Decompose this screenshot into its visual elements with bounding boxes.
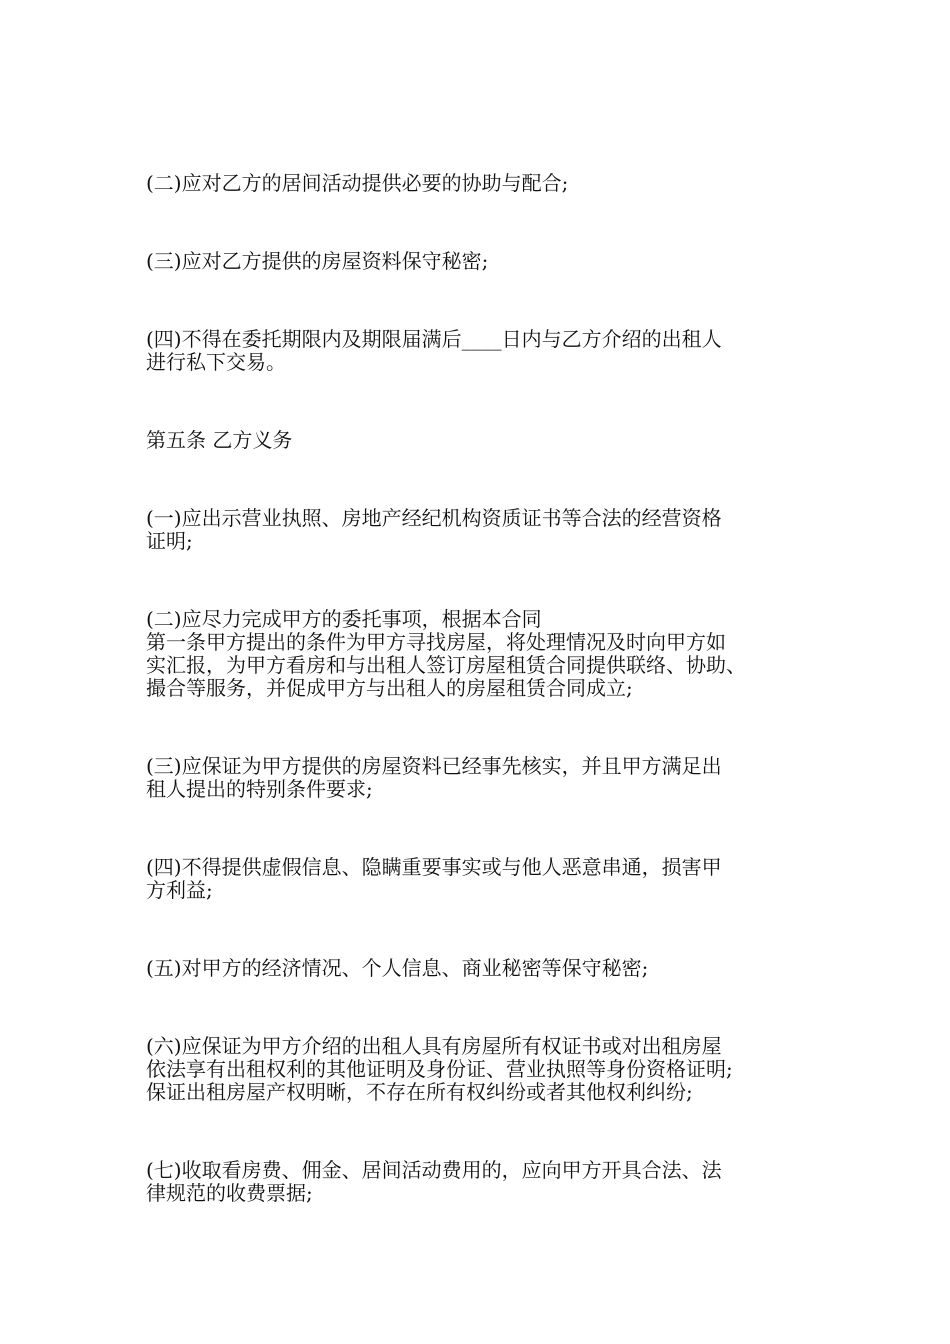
text-line: 证明; (146, 529, 193, 553)
text-line: (二)应对乙方的居间活动提供必要的协助与配合; (146, 171, 569, 195)
clause-paragraph (146, 507, 816, 553)
text-line: 第一条甲方提出的条件为甲方寻找房屋，将处理情况及时向甲方如 (146, 630, 726, 654)
clause-paragraph (146, 608, 816, 700)
text-line: (三)应保证为甲方提供的房屋资料已经事先核实，并且甲方满足出 (146, 754, 722, 778)
text-line: 律规范的收费票据; (146, 1181, 313, 1205)
section-heading (146, 429, 816, 452)
text-line: 方利益; (146, 878, 213, 902)
document-body (146, 172, 816, 1205)
text-line: (二)应尽力完成甲方的委托事项，根据本合同 (146, 607, 542, 631)
text-line: 撮合等服务，并促成甲方与出租人的房屋租赁合同成立; (146, 676, 633, 700)
text-line: (五)对甲方的经济情况、个人信息、商业秘密等保守秘密; (146, 956, 649, 980)
text-line: 租人提出的特别条件要求; (146, 777, 373, 801)
clause-paragraph (146, 328, 816, 374)
text-line: 实汇报，为甲方看房和与出租人签订房屋租赁合同提供联络、协助、 (146, 653, 746, 677)
clause-paragraph (146, 172, 816, 195)
text-line: (七)收取看房费、佣金、居间活动费用的，应向甲方开具合法、法 (146, 1158, 722, 1182)
clause-paragraph (146, 1159, 816, 1205)
clause-paragraph (146, 250, 816, 273)
text-line: (三)应对乙方提供的房屋资料保守秘密; (146, 249, 489, 273)
clause-paragraph (146, 856, 816, 902)
text-line: (四)不得提供虚假信息、隐瞒重要事实或与他人恶意串通，损害甲 (146, 855, 722, 879)
text-line: (六)应保证为甲方介绍的出租人具有房屋所有权证书或对出租房屋 (146, 1034, 722, 1058)
text-line: (四)不得在委托期限内及期限届满后____日内与乙方介绍的出租人 (146, 327, 722, 351)
text-line: 进行私下交易。 (146, 350, 286, 374)
text-line: 保证出租房屋产权明晰，不存在所有权纠纷或者其他权利纠纷; (146, 1080, 693, 1104)
clause-paragraph (146, 957, 816, 980)
text-line: 第五条 乙方义务 (146, 428, 293, 452)
text-line: (一)应出示营业执照、房地产经纪机构资质证书等合法的经营资格 (146, 506, 722, 530)
clause-paragraph (146, 755, 816, 801)
clause-paragraph (146, 1035, 816, 1104)
text-line: 依法享有出租权利的其他证明及身份证、营业执照等身份资格证明; (146, 1057, 733, 1081)
